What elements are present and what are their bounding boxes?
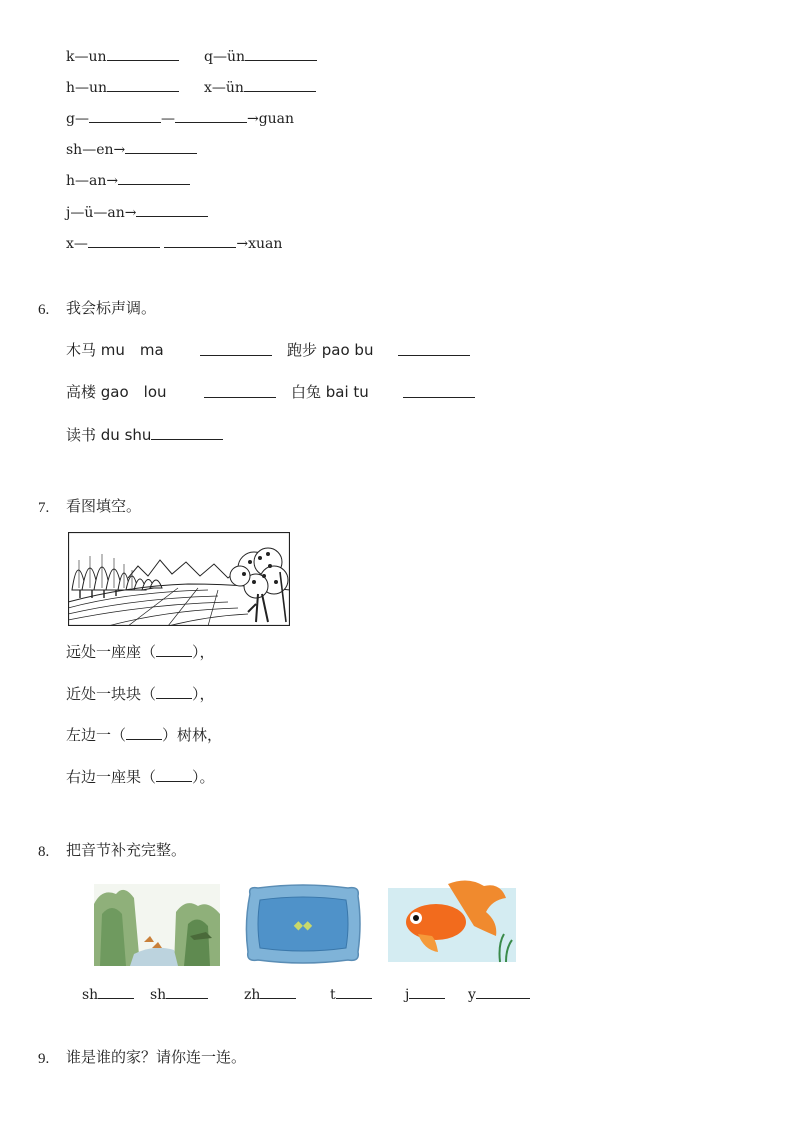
pinyin-line-1: k—un <box>66 46 179 66</box>
question-title: 我会标声调。 <box>66 299 157 317</box>
answer-line <box>403 383 475 403</box>
answer-blank[interactable] <box>89 108 161 123</box>
fill-line: 右边一座果（ ）。 <box>66 768 215 786</box>
answer-line <box>200 341 272 361</box>
answer-blank[interactable] <box>126 725 162 740</box>
question-number: 8. <box>38 844 50 860</box>
answer-blank[interactable] <box>409 984 445 999</box>
pillow-picture <box>244 884 362 964</box>
syllable-item: y <box>468 984 530 1004</box>
word-item: 跑步 pao bu <box>287 341 374 359</box>
answer-blank[interactable] <box>175 108 247 123</box>
pinyin-line-j: j—ü—an→ <box>66 202 208 222</box>
syllable-item: t <box>330 984 372 1004</box>
mountain-river-drawing <box>94 884 220 966</box>
question-number: 7. <box>38 500 50 516</box>
question-title: 看图填空。 <box>66 497 142 515</box>
question-title: 把音节补充完整。 <box>66 841 187 859</box>
syllable-item: sh <box>150 984 208 1004</box>
answer-blank[interactable] <box>260 984 296 999</box>
pinyin-line-g: g— — →guan <box>66 108 294 128</box>
pinyin-line-2b: x—ün <box>204 77 316 97</box>
answer-blank[interactable] <box>403 383 475 398</box>
answer-line <box>204 383 276 403</box>
answer-blank[interactable] <box>204 383 276 398</box>
word-item: 高楼 gao lou <box>66 383 167 401</box>
answer-blank[interactable] <box>88 233 160 248</box>
answer-blank[interactable] <box>156 767 192 782</box>
answer-blank[interactable] <box>98 984 134 999</box>
question-number: 9. <box>38 1051 50 1067</box>
fill-line: 左边一（ ）树林， <box>66 726 223 744</box>
answer-blank[interactable] <box>156 642 192 657</box>
question-title: 谁是谁的家？请你连一连。 <box>66 1048 247 1066</box>
pinyin-line-sh: sh—en→ <box>66 139 197 159</box>
pinyin-line-h: h—an→ <box>66 170 190 190</box>
answer-blank[interactable] <box>118 170 190 185</box>
word-item: 木马 mu ma <box>66 341 164 359</box>
answer-blank[interactable] <box>125 139 197 154</box>
word-item: 白兔 bai tu <box>291 383 369 401</box>
answer-blank[interactable] <box>200 341 272 356</box>
fill-line: 远处一座座（ ）， <box>66 643 215 661</box>
answer-blank[interactable] <box>476 984 530 999</box>
pillow-drawing <box>244 884 362 964</box>
mountain-river-picture <box>94 884 220 966</box>
answer-blank[interactable] <box>398 341 470 356</box>
answer-blank[interactable] <box>245 46 317 61</box>
landscape-picture <box>68 532 290 626</box>
answer-blank[interactable] <box>151 425 223 440</box>
pinyin-line-2: h—un <box>66 77 179 97</box>
fill-line: 近处一块块（ ）， <box>66 685 215 703</box>
syllable-item: j <box>405 984 445 1004</box>
pinyin-line-1b: q—ün <box>204 46 317 66</box>
answer-blank[interactable] <box>156 684 192 699</box>
answer-line <box>398 341 470 361</box>
word-item: 读书 du shu <box>66 425 223 444</box>
pinyin-line-x: x— →xuan <box>66 233 282 253</box>
syllable-item: sh <box>82 984 134 1004</box>
question-number: 6. <box>38 302 50 318</box>
syllable-item: zh <box>244 984 296 1004</box>
answer-blank[interactable] <box>136 202 208 217</box>
answer-blank[interactable] <box>164 233 236 248</box>
answer-blank[interactable] <box>107 46 179 61</box>
goldfish-picture <box>388 878 516 964</box>
landscape-drawing <box>68 532 290 626</box>
answer-blank[interactable] <box>107 77 179 92</box>
answer-blank[interactable] <box>336 984 372 999</box>
svg-text:◆◆: ◆◆ <box>293 918 313 932</box>
answer-blank[interactable] <box>166 984 208 999</box>
answer-blank[interactable] <box>244 77 316 92</box>
goldfish-drawing <box>388 878 516 964</box>
